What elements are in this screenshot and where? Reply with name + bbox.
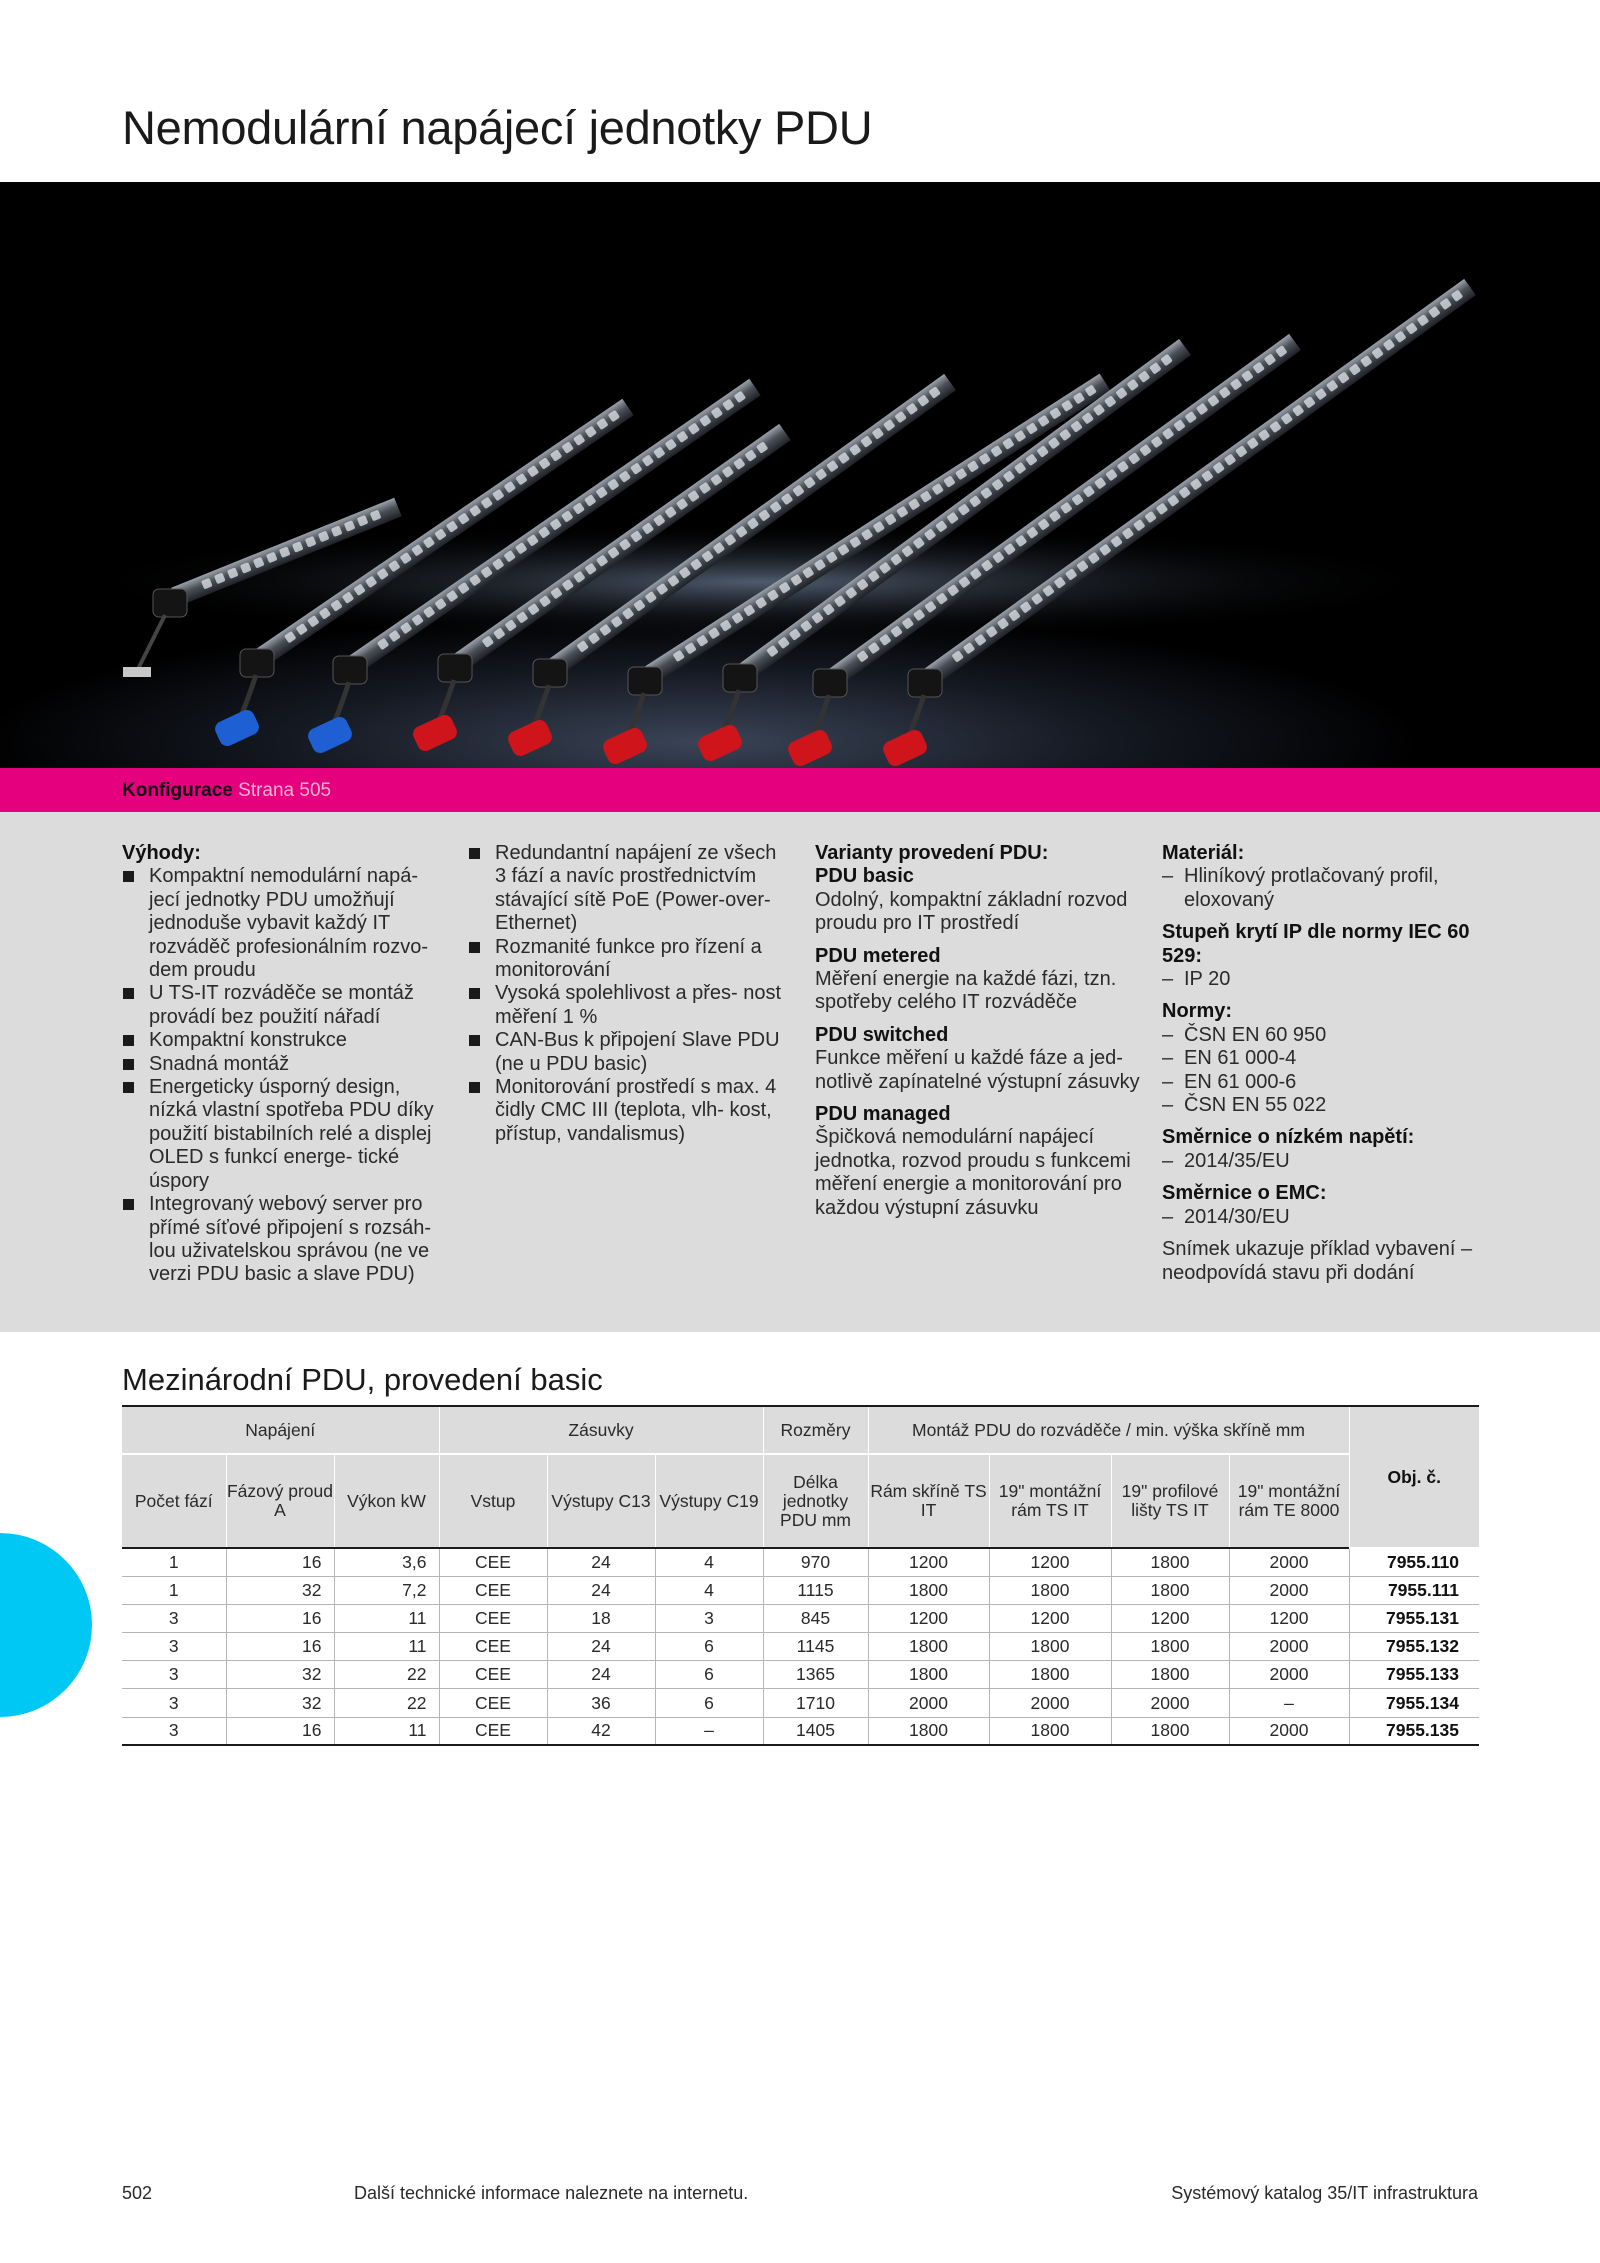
header-power-kw: Výkon kW bbox=[334, 1454, 439, 1548]
table-cell: 22 bbox=[334, 1689, 439, 1717]
advantage-item: Energeticky úsporný design, nízká vlastní spotřeba PDU díky použití bistabilních relé a displej OLED s funkcí energe- tické úspory bbox=[122, 1076, 442, 1193]
order-number-cell[interactable]: 7955.111 bbox=[1349, 1576, 1479, 1604]
table-cell: 1800 bbox=[1111, 1548, 1229, 1576]
header-phases: Počet fází bbox=[122, 1454, 226, 1548]
advantage-item: Vysoká spolehlivost a přes- nost měření 1 % bbox=[468, 982, 790, 1029]
page-title: Nemodulární napájecí jednotky PDU bbox=[122, 101, 873, 154]
advantage-item: Kompaktní nemodulární napá- jecí jednotky PDU umožňují jednoduše vybavit každý IT rozváděč profesionálním rozvo- dem proudu bbox=[122, 865, 442, 982]
table-cell: 6 bbox=[655, 1633, 763, 1661]
cable bbox=[135, 615, 165, 675]
config-bar bbox=[0, 768, 1600, 812]
table-cell: 7,2 bbox=[334, 1576, 439, 1604]
table-cell: – bbox=[1229, 1689, 1349, 1717]
header-profile-ts-it: 19" profilové lišty TS IT bbox=[1111, 1454, 1229, 1548]
group-sockets: Zásuvky bbox=[439, 1406, 763, 1454]
variants-heading: Varianty provedení PDU: bbox=[815, 842, 1049, 864]
header-rack-ts-it: 19" montážní rám TS IT bbox=[989, 1454, 1111, 1548]
cable-box bbox=[533, 659, 567, 687]
variant-name: PDU managed bbox=[815, 1103, 951, 1126]
table-row bbox=[122, 1576, 1479, 1604]
cee-plug bbox=[305, 714, 354, 755]
table-cell: 4 bbox=[655, 1576, 763, 1604]
group-dimensions: Rozměry bbox=[763, 1406, 868, 1454]
table-cell: 1800 bbox=[989, 1576, 1111, 1604]
table-cell: 1200 bbox=[868, 1604, 989, 1632]
table-cell: 3 bbox=[655, 1604, 763, 1632]
group-mounting: Montáž PDU do rozváděče / min. výška skříně mm bbox=[868, 1406, 1349, 1454]
header-length: Délka jednotky PDU mm bbox=[763, 1454, 868, 1548]
advantage-item: Snadná montáž bbox=[122, 1053, 442, 1076]
plug bbox=[123, 667, 151, 677]
advantages-heading: Výhody: bbox=[122, 842, 201, 864]
table-cell: – bbox=[655, 1717, 763, 1745]
variant-item bbox=[815, 1103, 1145, 1220]
table-cell: 1800 bbox=[1111, 1717, 1229, 1745]
table-cell: 1710 bbox=[763, 1689, 868, 1717]
variant-item bbox=[815, 1024, 1145, 1094]
table-cell: 1 bbox=[122, 1576, 226, 1604]
order-number-cell[interactable]: 7955.131 bbox=[1349, 1604, 1479, 1632]
advantage-item: Integrovaný webový server pro přímé síťové připojení s rozsáh- lou uživatelskou správou (ne ve verzi PDU basic a slave PDU) bbox=[122, 1193, 442, 1287]
section-tab-marker bbox=[0, 1533, 92, 1717]
cee-plug bbox=[410, 712, 459, 753]
ip-heading: Stupeň krytí IP dle normy IEC 60 529: bbox=[1162, 921, 1470, 967]
advantages-list-2 bbox=[468, 842, 790, 1146]
table-cell: 1200 bbox=[1229, 1604, 1349, 1632]
table-cell: CEE bbox=[439, 1633, 547, 1661]
header-order-number: Obj. č. bbox=[1349, 1406, 1479, 1548]
variant-item bbox=[815, 945, 1145, 1015]
table-cell: 1115 bbox=[763, 1576, 868, 1604]
table-cell: 6 bbox=[655, 1661, 763, 1689]
material-heading: Materiál: bbox=[1162, 842, 1245, 864]
advantage-item: Kompaktní konstrukce bbox=[122, 1029, 442, 1052]
footer-catalog: Systémový katalog 35/IT infrastruktura bbox=[1171, 2183, 1478, 2203]
table-cell: CEE bbox=[439, 1661, 547, 1689]
header-input: Vstup bbox=[439, 1454, 547, 1548]
cable-box bbox=[628, 667, 662, 695]
header-c19: Výstupy C19 bbox=[655, 1454, 763, 1548]
cable-box bbox=[333, 656, 367, 684]
table-cell: 1800 bbox=[868, 1717, 989, 1745]
norm-item: – EN 61 000-6 bbox=[1162, 1071, 1487, 1094]
variant-description: Funkce měření u každé fáze a jed- notlivě zapínatelné výstupní zásuvky bbox=[815, 1047, 1140, 1093]
table-title: Mezinárodní PDU, provedení basic bbox=[122, 1362, 603, 1397]
norm-item: – EN 61 000-4 bbox=[1162, 1047, 1487, 1070]
cee-plug bbox=[600, 725, 649, 766]
table-cell: 16 bbox=[226, 1717, 334, 1745]
low-voltage-value: – 2014/35/EU bbox=[1162, 1150, 1487, 1173]
variant-description: Měření energie na každé fázi, tzn. spotřeby celého IT rozváděče bbox=[815, 968, 1117, 1014]
low-voltage-heading: Směrnice o nízkém napětí: bbox=[1162, 1126, 1415, 1149]
table-cell: 1800 bbox=[1111, 1633, 1229, 1661]
floor-glow bbox=[60, 522, 1460, 642]
table-cell: 1200 bbox=[989, 1604, 1111, 1632]
table-cell: 1200 bbox=[1111, 1604, 1229, 1632]
pdu-illustration bbox=[0, 182, 1600, 768]
table-cell: 22 bbox=[334, 1661, 439, 1689]
specs-col bbox=[1162, 842, 1487, 1285]
table-cell: 845 bbox=[763, 1604, 868, 1632]
cable-box bbox=[908, 669, 942, 697]
advantages-col-1 bbox=[122, 842, 442, 1287]
table-cell: 4 bbox=[655, 1548, 763, 1576]
table-cell: 18 bbox=[547, 1604, 655, 1632]
table-cell: 32 bbox=[226, 1576, 334, 1604]
table-cell: 970 bbox=[763, 1548, 868, 1576]
emc-value: – 2014/30/EU bbox=[1162, 1206, 1487, 1229]
variant-item bbox=[815, 865, 1145, 935]
table-row bbox=[122, 1633, 1479, 1661]
table-cell: 1 bbox=[122, 1548, 226, 1576]
table-cell: 32 bbox=[226, 1689, 334, 1717]
advantages-list-1 bbox=[122, 865, 442, 1286]
table-cell: 6 bbox=[655, 1689, 763, 1717]
table-row bbox=[122, 1661, 1479, 1689]
table-row bbox=[122, 1689, 1479, 1717]
table-cell: 24 bbox=[547, 1548, 655, 1576]
table-cell: 1200 bbox=[868, 1548, 989, 1576]
variant-description: Špičková nemodulární napájecí jednotka, rozvod proudu s funkcemi měření energie a monitorování pro každou výstupní zásuvku bbox=[815, 1126, 1131, 1219]
order-number-cell[interactable]: 7955.135 bbox=[1349, 1717, 1479, 1745]
table-cell: 3 bbox=[122, 1633, 226, 1661]
table-cell: 42 bbox=[547, 1717, 655, 1745]
table-cell: 1365 bbox=[763, 1661, 868, 1689]
table-cell: 11 bbox=[334, 1717, 439, 1745]
header-ts-it: Rám skříně TS IT bbox=[868, 1454, 989, 1548]
cee-plug bbox=[505, 717, 554, 758]
table-cell: 3,6 bbox=[334, 1548, 439, 1576]
advantage-item: CAN-Bus k připojení Slave PDU (ne u PDU basic) bbox=[468, 1029, 790, 1076]
norms-list bbox=[1162, 1024, 1487, 1118]
variant-name: PDU switched bbox=[815, 1023, 949, 1046]
cable-box bbox=[813, 669, 847, 697]
table-cell: 1800 bbox=[989, 1717, 1111, 1745]
norms-heading: Normy: bbox=[1162, 1000, 1233, 1023]
table-body bbox=[122, 1548, 1479, 1745]
header-c13: Výstupy C13 bbox=[547, 1454, 655, 1548]
footer-note: Další technické informace naleznete na internetu. bbox=[354, 2183, 749, 2203]
order-number-cell[interactable]: 7955.134 bbox=[1349, 1689, 1479, 1717]
variants-col bbox=[815, 842, 1145, 1229]
table-cell: CEE bbox=[439, 1689, 547, 1717]
ip-value: – IP 20 bbox=[1162, 968, 1487, 991]
table-cell: 2000 bbox=[868, 1689, 989, 1717]
table-cell: 1800 bbox=[868, 1633, 989, 1661]
table-cell: CEE bbox=[439, 1548, 547, 1576]
cable-box bbox=[240, 649, 274, 677]
group-power: Napájení bbox=[122, 1406, 439, 1454]
advantages-col-2 bbox=[468, 842, 790, 1146]
table-cell: 1405 bbox=[763, 1717, 868, 1745]
table-cell: 1800 bbox=[1111, 1661, 1229, 1689]
image-note: Snímek ukazuje příklad vybavení – neodpovídá stavu při dodání bbox=[1162, 1238, 1473, 1284]
table-row bbox=[122, 1717, 1479, 1745]
table-cell: 16 bbox=[226, 1633, 334, 1661]
advantage-item: Monitorování prostředí s max. 4 čidly CMC III (teplota, vlh- kost, přístup, vandalismus) bbox=[468, 1076, 790, 1146]
page-number: 502 bbox=[122, 2183, 153, 2203]
pdu-table bbox=[122, 1405, 1479, 1746]
header-rack-te: 19" montážní rám TE 8000 bbox=[1229, 1454, 1349, 1548]
table-cell: 2000 bbox=[1229, 1661, 1349, 1689]
table-row bbox=[122, 1604, 1479, 1632]
table-cell: 2000 bbox=[1229, 1717, 1349, 1745]
table-cell: 2000 bbox=[1111, 1689, 1229, 1717]
cee-plug bbox=[695, 722, 744, 763]
table-cell: 2000 bbox=[1229, 1576, 1349, 1604]
table-cell: 1800 bbox=[868, 1576, 989, 1604]
table-row bbox=[122, 1548, 1479, 1576]
norm-item: – ČSN EN 55 022 bbox=[1162, 1094, 1487, 1117]
table-cell: 1800 bbox=[868, 1661, 989, 1689]
advantage-item: Rozmanité funkce pro řízení a monitorování bbox=[468, 936, 790, 983]
table-cell: 2000 bbox=[989, 1689, 1111, 1717]
table-cell: 24 bbox=[547, 1633, 655, 1661]
cee-plug bbox=[212, 707, 261, 748]
cee-plug bbox=[880, 727, 929, 768]
table-cell: CEE bbox=[439, 1576, 547, 1604]
table-cell: 3 bbox=[122, 1717, 226, 1745]
table-cell: 1800 bbox=[1111, 1576, 1229, 1604]
order-number-cell[interactable]: 7955.132 bbox=[1349, 1633, 1479, 1661]
table-cell: 3 bbox=[122, 1661, 226, 1689]
table-cell: 24 bbox=[547, 1661, 655, 1689]
variant-description: Odolný, kompaktní základní rozvod proudu pro IT prostředí bbox=[815, 888, 1128, 935]
advantage-item: U TS-IT rozváděče se montáž provádí bez použití nářadí bbox=[122, 982, 442, 1029]
header-current: Fázový proud A bbox=[226, 1454, 334, 1548]
config-link[interactable]: Konfigurace Strana 505 bbox=[122, 780, 332, 801]
material-value: – Hliníkový protlačovaný profil, eloxovaný bbox=[1162, 865, 1487, 912]
variant-name: PDU metered bbox=[815, 944, 941, 967]
table-cell: 36 bbox=[547, 1689, 655, 1717]
table-cell: 2000 bbox=[1229, 1633, 1349, 1661]
table-cell: 1200 bbox=[989, 1548, 1111, 1576]
table-cell: 1145 bbox=[763, 1633, 868, 1661]
cable-box bbox=[438, 654, 472, 682]
table-cell: 16 bbox=[226, 1604, 334, 1632]
table-cell: 1800 bbox=[989, 1661, 1111, 1689]
table-cell: 24 bbox=[547, 1576, 655, 1604]
cee-plug bbox=[785, 727, 834, 768]
table-cell: 2000 bbox=[1229, 1548, 1349, 1576]
table-cell: CEE bbox=[439, 1604, 547, 1632]
table-cell: 32 bbox=[226, 1661, 334, 1689]
cable-box bbox=[723, 664, 757, 692]
table-cell: 1800 bbox=[989, 1633, 1111, 1661]
table-cell: 3 bbox=[122, 1689, 226, 1717]
table-cell: CEE bbox=[439, 1717, 547, 1745]
advantage-item: Redundantní napájení ze všech 3 fází a navíc prostřednictvím stávající sítě PoE (Power-over- Ethernet) bbox=[468, 842, 790, 936]
table-cell: 3 bbox=[122, 1604, 226, 1632]
variant-name: PDU basic bbox=[815, 865, 914, 888]
variants-list bbox=[815, 865, 1145, 1220]
norm-item: – ČSN EN 60 950 bbox=[1162, 1024, 1487, 1047]
cable-box bbox=[153, 589, 187, 617]
order-number-cell[interactable]: 7955.133 bbox=[1349, 1661, 1479, 1689]
product-photo bbox=[0, 182, 1600, 768]
order-number-cell[interactable]: 7955.110 bbox=[1349, 1548, 1479, 1576]
emc-heading: Směrnice o EMC: bbox=[1162, 1182, 1327, 1205]
table-cell: 11 bbox=[334, 1633, 439, 1661]
table-cell: 16 bbox=[226, 1548, 334, 1576]
table-cell: 11 bbox=[334, 1604, 439, 1632]
